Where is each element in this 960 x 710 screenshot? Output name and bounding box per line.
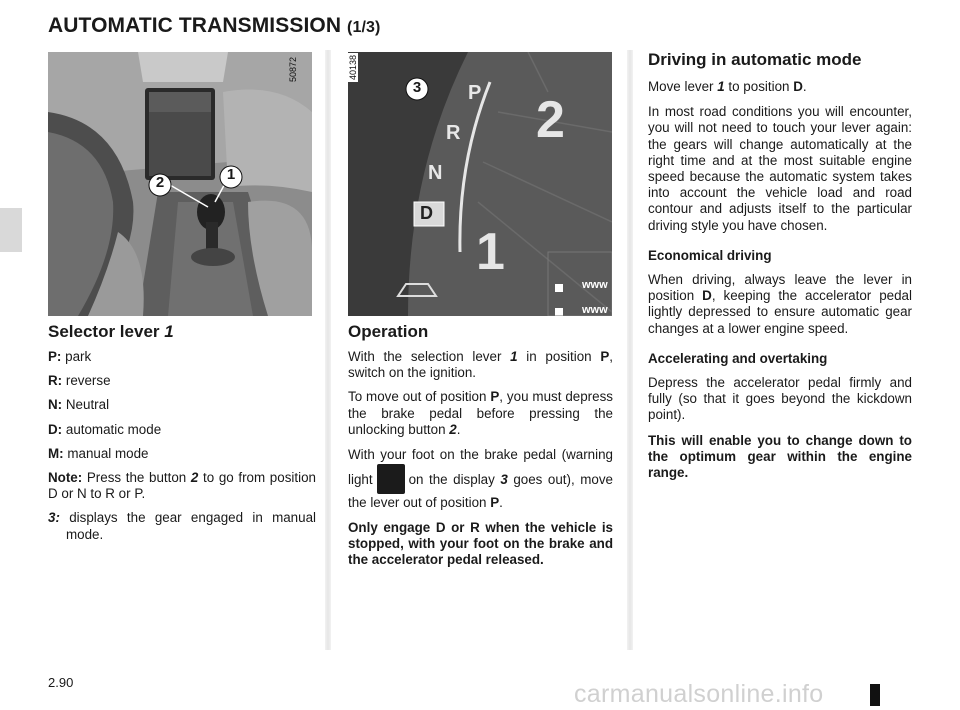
gauge-letter-p: P (468, 82, 482, 104)
section-heading: Selector lever 1 (48, 322, 174, 341)
ref-code: 40138 (348, 54, 358, 80)
gauge-letter-d: D (420, 203, 433, 223)
subheading: Accelerating and overtaking (648, 350, 828, 366)
callout-1: 1 (226, 166, 236, 183)
paragraph: With the selection lever 1 in position P, switch on the ignition. (348, 349, 613, 381)
readout-text: www (582, 304, 608, 316)
watermark: carmanualsonline.info (574, 680, 824, 708)
gauge-letter-n: N (428, 162, 443, 184)
readout-text: www (582, 279, 608, 291)
paragraph: With your foot on the brake pedal (warning light on the display 3 goes out), move the lever out of position P. (348, 447, 613, 511)
paragraph: When driving, always leave the lever in position D, keeping the accelerator pedal lightly depressed to ensure automatic gear changes at a lower engine speed. (648, 272, 912, 336)
page-part: (1/3) (347, 19, 381, 36)
list-item: N: Neutral (48, 397, 110, 413)
section-heading: Driving in automatic mode (648, 50, 862, 69)
column-divider (325, 50, 331, 650)
chapter-tab (0, 208, 22, 252)
column-operation (348, 322, 613, 569)
list-item: R: reverse (48, 373, 111, 389)
brake-warning-icon (377, 464, 405, 494)
end-marker (870, 684, 880, 706)
ref-code: 50872 (288, 56, 298, 82)
page-number: 2.90 (48, 675, 74, 690)
subheading: Economical driving (648, 247, 772, 263)
paragraph: Move lever 1 to position D. (648, 79, 807, 94)
column-selector-lever (48, 322, 316, 543)
paragraph: In most road conditions you will encounter, you will not need to touch your lever again: the gears will change automatically at the right time and at the most suitable engine speed because the automatic system takes into account the vehicle load and road contour and adjusts itself to the particular driving style you have chosen. (648, 104, 912, 233)
paragraph: This will enable you to change down to the optimum gear within the engine range. (648, 432, 912, 481)
gauge-number-1: 1 (476, 223, 505, 281)
list-item: M: manual mode (48, 445, 149, 461)
paragraph: Depress the accelerator pedal firmly and fully (so that it goes beyond the kickdown point). (648, 375, 912, 423)
photo-selector-lever (48, 52, 312, 316)
callout-2: 2 (155, 174, 165, 191)
section-heading: Operation (348, 322, 429, 341)
callout-3: 3 (412, 79, 422, 96)
paragraph: Only engage D or R when the vehicle is stopped, with your foot on the brake and the accelerator pedal released. (348, 520, 613, 568)
column-automatic-mode (648, 50, 912, 481)
gauge-number-2: 2 (536, 91, 565, 149)
column-divider (627, 50, 633, 650)
list-item: D: automatic mode (48, 421, 162, 437)
note: Note: Press the button 2 to go from position D or N to R or P. (48, 470, 316, 502)
page-title: AUTOMATIC TRANSMISSION (1/3) (48, 14, 381, 37)
list-item: P: park (48, 349, 92, 364)
gauge-letter-r: R (446, 122, 461, 144)
paragraph: To move out of position P, you must depress the brake pedal before pressing the unlocking button 2. (348, 389, 613, 437)
photo-gear-display (348, 52, 612, 316)
list-item: 3: displays the gear engaged in manual mode. (48, 510, 316, 542)
